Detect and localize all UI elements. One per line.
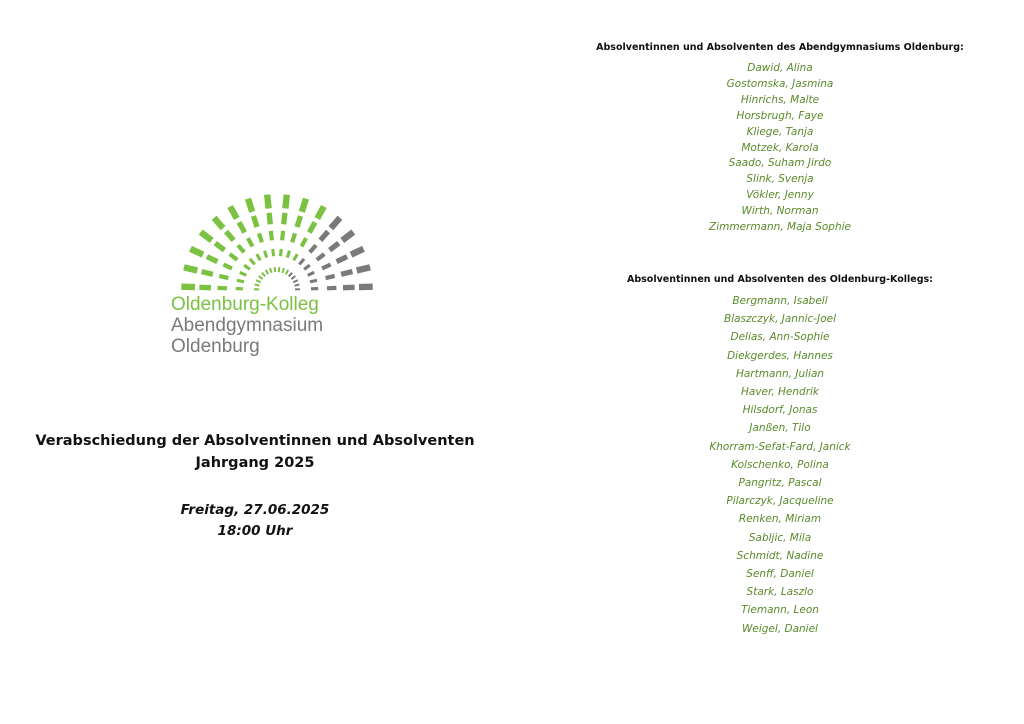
logo-fan-segment: [223, 265, 232, 269]
graduate-name: Kolschenko, Polina: [731, 458, 829, 471]
kolleg-section: [560, 274, 1000, 638]
graduate-name: Pangritz, Pascal: [738, 477, 822, 490]
logo-fan-segment: [270, 268, 272, 273]
logo-fan-segment: [294, 254, 298, 260]
logo-fan-segment: [331, 218, 340, 228]
graduate-name: Renken, Miriam: [738, 513, 822, 526]
graduate-name: Slink, Svenja: [746, 173, 814, 186]
logo-line-abendgymnasium: Abendgymnasium: [171, 315, 324, 336]
logo-fan-segment: [291, 276, 295, 279]
graduate-name: Diekgerdes, Hannes: [727, 349, 833, 362]
graduate-name: Horsbrugh, Faye: [736, 109, 824, 122]
logo-fan-segment: [286, 270, 289, 274]
graduate-name: Hartmann, Julian: [735, 367, 825, 380]
logo-fan-segment: [282, 231, 283, 240]
logo-fan-segment: [238, 245, 244, 252]
school-logo: [165, 190, 375, 365]
graduate-name: Zimmermann, Maja Sophie: [709, 221, 851, 234]
logo-wordmark: [171, 294, 323, 357]
logo-fan-segment: [273, 249, 274, 256]
logo-fan-segment: [214, 218, 223, 228]
logo-fan-segment: [255, 285, 260, 286]
logo-fan-segment: [239, 222, 245, 232]
logo-fan-segment: [207, 257, 218, 262]
logo-fan-segment: [267, 195, 268, 209]
graduate-name: Bergmann, Isabell: [732, 295, 828, 307]
ceremony-time: 18:00 Uhr: [217, 523, 293, 539]
abendgymnasium-heading: Absolventinnen und Absolventen des Abendgymnasiums Oldenburg:: [596, 42, 964, 53]
logo-fan-segment: [341, 272, 352, 275]
kolleg-name-list: [560, 292, 1000, 638]
logo-fan-segment: [289, 273, 292, 277]
logo-fan-segment: [248, 199, 252, 212]
graduate-name: Pilarczyk, Jacqueline: [726, 495, 834, 508]
logo-fan-segment: [351, 249, 364, 255]
logo-fan-segment: [259, 233, 262, 242]
graduate-name: Gostomska, Jasmina: [726, 77, 834, 90]
logo-fan-segment: [322, 265, 331, 269]
logo-fan-segment: [248, 238, 253, 246]
logo-fan-segment: [317, 207, 324, 219]
graduate-name: Blaszczyk, Jannic-Joel: [723, 313, 836, 326]
fan-logo-icon: [165, 190, 375, 295]
graduate-name: Khorram-Sefat-Fard, Janick: [709, 440, 851, 453]
logo-fan-segment: [266, 270, 269, 274]
logo-fan-segment: [281, 249, 282, 256]
logo-fan-segment: [230, 207, 237, 219]
ceremony-datetime: [30, 500, 480, 542]
logo-fan-segment: [302, 199, 306, 212]
abendgymnasium-section: [560, 42, 1000, 236]
logo-fan-segment: [184, 267, 197, 270]
logo-fan-segment: [292, 233, 295, 242]
graduate-name: Hilsdorf, Jonas: [742, 404, 818, 417]
logo-fan-segment: [279, 267, 280, 272]
ceremony-title-line2: Jahrgang 2025: [195, 455, 315, 471]
logo-fan-segment: [299, 259, 304, 265]
abendgymnasium-name-list: [560, 61, 1000, 236]
graduate-name: Tiemann, Leon: [741, 604, 819, 617]
logo-fan-segment: [275, 267, 276, 272]
graduate-name: Weigel, Daniel: [742, 622, 818, 635]
logo-fan-segment: [271, 231, 272, 240]
graduate-name: Janßen, Tilo: [749, 422, 811, 435]
logo-fan-segment: [287, 251, 289, 258]
logo-fan-segment: [285, 195, 286, 209]
ceremony-date: Freitag, 27.06.2025: [180, 502, 330, 518]
logo-fan-segment: [237, 280, 244, 282]
logo-fan-segment: [254, 216, 258, 227]
logo-fan-segment: [219, 276, 228, 278]
graduate-name: Senff, Daniel: [746, 568, 814, 581]
logo-fan-segment: [215, 243, 224, 250]
graduate-name: Wirth, Norman: [741, 205, 819, 218]
logo-fan-segment: [317, 254, 325, 260]
graduate-name: Dawid, Alina: [747, 62, 813, 74]
logo-fan-segment: [259, 276, 263, 279]
logo-fan-segment: [295, 285, 300, 286]
graduate-name: Hinrichs, Malte: [740, 93, 820, 106]
logo-fan-segment: [310, 245, 316, 252]
logo-fan-segment: [342, 232, 353, 240]
graduate-name: Kliege, Tanja: [746, 125, 814, 138]
ceremony-title-line1: Verabschiedung der Absolventinnen und Absolventen: [35, 433, 475, 449]
logo-fan-segment: [191, 249, 204, 255]
logo-fan-segment: [202, 272, 213, 275]
logo-fan-segment: [337, 257, 348, 262]
logo-line-oldenburg: Oldenburg: [171, 336, 260, 357]
logo-fan-segment: [330, 243, 339, 250]
logo-fan-segment: [240, 272, 247, 275]
graduate-name: Stark, Laszlo: [746, 586, 814, 599]
logo-fan-segment: [257, 254, 261, 260]
logo-fan-segment: [262, 273, 265, 277]
logo-fan-segment: [309, 222, 315, 232]
logo-fan-segment: [308, 272, 315, 275]
kolleg-heading: Absolventinnen und Absolventen des Oldenburg-Kollegs:: [627, 274, 933, 285]
logo-fan-segment: [304, 265, 310, 269]
logo-line-kolleg: Oldenburg-Kolleg: [171, 294, 319, 315]
logo-fan-segment: [297, 216, 301, 227]
logo-fan-segment: [250, 259, 255, 265]
logo-fan-segment: [282, 268, 284, 273]
graduate-name: Saado, Suham Jirdo: [728, 157, 832, 170]
logo-fan-segment: [326, 276, 335, 278]
logo-fan-segment: [320, 232, 328, 241]
graduate-name: Haver, Hendrik: [740, 386, 820, 399]
logo-fan-segment: [310, 280, 317, 282]
graduate-name: Schmidt, Nadine: [736, 549, 824, 562]
logo-fan-segment: [293, 280, 298, 282]
logo-fan-segment: [256, 280, 261, 282]
logo-fan-segment: [244, 265, 250, 269]
graduate-name: Delias, Ann-Sophie: [730, 331, 830, 344]
logo-fan-segment: [284, 213, 285, 225]
logo-fan-segment: [357, 267, 370, 270]
ceremony-title: [30, 430, 480, 474]
logo-fan-segment: [265, 251, 267, 258]
logo-fan-segment: [230, 254, 238, 260]
graduate-name: Sabljic, Mila: [748, 531, 812, 544]
graduate-name: Motzek, Karola: [741, 141, 819, 154]
logo-fan-segment: [201, 232, 212, 240]
logo-fan-segment: [302, 238, 307, 246]
logo-fan-segment: [269, 213, 270, 225]
graduate-name: Vökler, Jenny: [746, 189, 814, 202]
logo-fan-segment: [226, 232, 234, 241]
